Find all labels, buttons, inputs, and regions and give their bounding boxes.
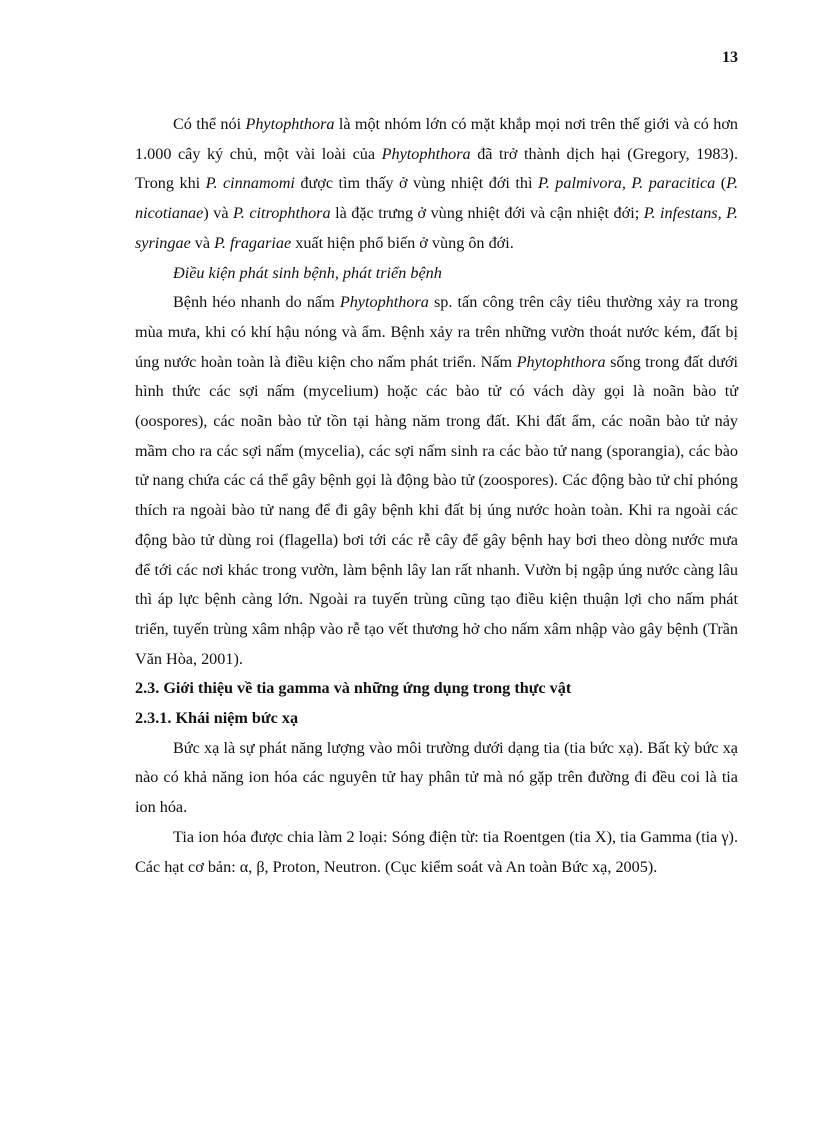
species-name: Phytophthora — [381, 144, 471, 163]
text-span: sống trong đất dưới hình thức các sợi nấm (mycelium) hoặc các bào tử có vách dày gọi là noãn bào tử (oospores), các noãn bào tử tồn tại hàng năm trong đất. Khi đất ẩm, các noãn bào tử nảy mầm cho ra các sợi nấm (mycelia), các sợi nấm sinh ra các bào tử nang (sporangia), các bào tử nang chứa các cá thể gây bệnh gọi là động bào tử (zoospores). Các động bào tử chỉ phóng thích ra ngoài bào tử nang để đi gây bệnh khi đất bị úng nước hoàn toàn. Khi ra ngoài các động bào tử dùng roi (flagella) bơi tới các rễ cây để gây bệnh hay bơi theo dòng nước mưa để tới các nơi khác trong vườn, làm bệnh lây lan rất nhanh. Vườn bị ngập úng nước càng lâu thì áp lực bệnh càng lớn. Ngoài ra tuyến trùng cũng tạo điều kiện thuận lợi cho nấm phát triển, tuyến trùng xâm nhập vào rễ tạo vết thương hở cho nấm xâm nhập vào gây bệnh (Trần Văn Hòa, 2001). — [135, 352, 738, 668]
species-name: P. palmivora, P. paracitica — [537, 174, 716, 193]
species-name: P. infestans, P. syringae — [135, 204, 738, 252]
page-number: 13 — [722, 49, 738, 66]
species-name: Phytophthora — [339, 293, 429, 312]
text-span: là một nhóm lớn có mặt khắp mọi nơi trên thế giới và có hơn 1.000 cây ký chủ, một vài loài của — [135, 115, 738, 163]
paragraph-disease-conditions — [135, 288, 738, 674]
text-span: xuất hiện phổ biến ở vùng ôn đới. — [291, 233, 514, 252]
text-span: và — [190, 233, 215, 252]
text-span: đã trở thành dịch hại (Gregory, 1983). Trong khi — [135, 144, 738, 193]
paragraph-ionizing-radiation-types: Tia ion hóa được chia làm 2 loại: Sóng điện từ: tia Roentgen (tia X), tia Gamma (tia γ). Các hạt cơ bản: α, β, Proton, Neutron. (Cục kiểm soát và An toàn Bức xạ, 2005). — [135, 827, 738, 876]
subheading-disease-conditions: Điều kiện phát sinh bệnh, phát triển bệnh — [173, 263, 442, 282]
species-name: Phytophthora — [245, 115, 335, 133]
species-name: P. fragariae — [214, 233, 292, 252]
text-span: là đặc trưng ở vùng nhiệt đới và cận nhiệt đới; — [330, 204, 644, 223]
text-span: Có thể nói — [173, 115, 246, 133]
text-span: sp. tấn công trên cây tiêu thường xảy ra trong mùa mưa, khi có khí hậu nóng và ẩm. Bệnh xảy ra trên những vườn thoát nước kém, đất bị úng nước hoàn toàn là điều kiện cho nấm phát triển. Nấm — [135, 293, 738, 371]
species-name: P. citrophthora — [233, 204, 331, 223]
text-span: Bệnh héo nhanh do nấm — [173, 293, 340, 312]
section-heading-2-3: 2.3. Giới thiệu về tia gamma và những ứng dụng trong thực vật — [135, 679, 572, 698]
text-span: được tìm thấy ở vùng nhiệt đới thì — [294, 174, 538, 193]
page-body — [135, 110, 738, 882]
paragraph-radiation-definition: Bức xạ là sự phát năng lượng vào môi trường dưới dạng tia (tia bức xạ). Bất kỳ bức xạ nào có khả năng ion hóa các nguyên tử hay phân tử mà nó gặp trên đường đi đều coi là tia ion hóa. — [135, 738, 738, 817]
species-name: P. cinnamomi — [205, 174, 295, 193]
text-span: ) và — [203, 204, 233, 223]
section-heading-2-3-1: 2.3.1. Khái niệm bức xạ — [135, 709, 299, 728]
species-name: Phytophthora — [516, 352, 606, 371]
paragraph-phytophthora-distribution — [135, 110, 738, 259]
text-span: ( — [715, 174, 727, 193]
species-name: P. nicotianae — [135, 174, 738, 223]
